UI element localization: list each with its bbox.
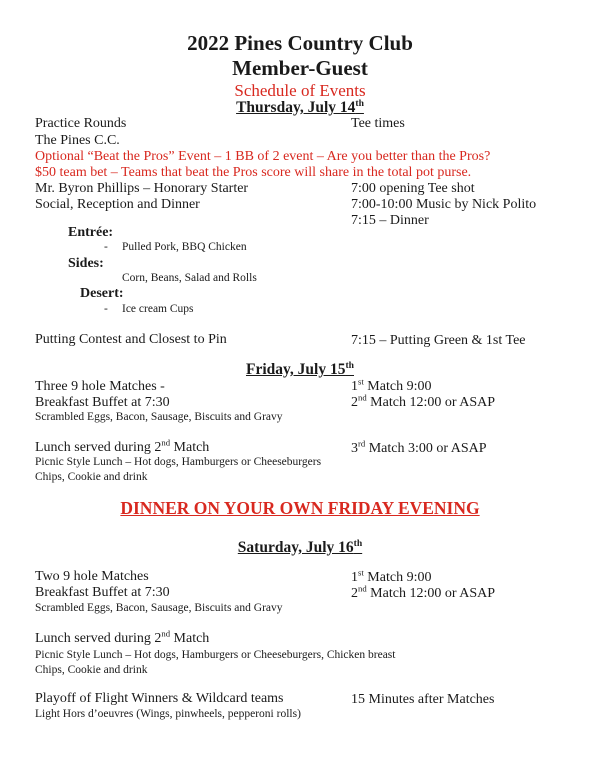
entree-label: Entrée: — [68, 225, 114, 240]
playoff-time: 15 Minutes after Matches — [351, 692, 495, 707]
friday-lunch-menu-2: Chips, Cookie and drink — [35, 471, 148, 483]
friday-lunch-menu: Picnic Style Lunch – Hot dogs, Hamburgers or Cheeseburgers — [35, 456, 322, 468]
desert-items: Ice cream Cups — [122, 303, 194, 315]
practice-rounds: Practice Rounds — [35, 116, 127, 131]
friday-match-3: 3rd Match 3:00 or ASAP — [351, 438, 487, 456]
title-line1: 2022 Pines Country Club — [187, 31, 413, 55]
thursday-heading: Thursday, July 14th — [236, 97, 364, 116]
hors-doeuvres: Light Hors d’oeuvres (Wings, pinwheels, pepperoni rolls) — [35, 708, 301, 720]
saturday-matches: Two 9 hole Matches — [35, 569, 149, 584]
saturday-lunch: Lunch served during 2nd Match — [35, 628, 210, 646]
playoff: Playoff of Flight Winners & Wildcard teams — [35, 691, 284, 706]
friday-match-2: 2nd Match 12:00 or ASAP — [351, 392, 496, 410]
saturday-match-2: 2nd Match 12:00 or ASAP — [351, 583, 496, 601]
saturday-breakfast: Breakfast Buffet at 7:30 — [35, 585, 170, 600]
friday-heading: Friday, July 15th — [245, 359, 354, 378]
sides-label: Sides: — [68, 256, 104, 271]
desert-dash: - — [104, 303, 108, 315]
saturday-lunch-menu-2: Chips, Cookie and drink — [35, 664, 148, 676]
putting-time: 7:15 – Putting Green & 1st Tee — [351, 333, 526, 348]
friday-breakfast: Breakfast Buffet at 7:30 — [35, 395, 170, 410]
friday-match-1: 1st Match 9:00 — [351, 376, 432, 394]
music-time: 7:00-10:00 Music by Nick Polito — [351, 197, 537, 212]
entree-items: Pulled Pork, BBQ Chicken — [122, 241, 247, 253]
optional-event: Optional “Beat the Pros” Event – 1 BB of 2 event – Are you better than the Pros? — [35, 149, 491, 164]
desert-label: Desert: — [80, 286, 124, 301]
putting-contest: Putting Contest and Closest to Pin — [35, 332, 227, 347]
saturday-lunch-menu: Picnic Style Lunch – Hot dogs, Hamburgers or Cheeseburgers, Chicken breast — [35, 649, 396, 661]
social-reception: Social, Reception and Dinner — [35, 197, 200, 212]
friday-lunch: Lunch served during 2nd Match — [35, 437, 210, 455]
venue: The Pines C.C. — [35, 133, 120, 148]
saturday-breakfast-menu: Scrambled Eggs, Bacon, Sausage, Biscuits and Gravy — [35, 602, 283, 614]
honorary-starter: Mr. Byron Phillips – Honorary Starter — [35, 181, 249, 196]
friday-matches: Three 9 hole Matches - — [35, 379, 165, 394]
friday-breakfast-menu: Scrambled Eggs, Bacon, Sausage, Biscuits and Gravy — [35, 411, 283, 423]
saturday-match-1: 1st Match 9:00 — [351, 567, 432, 585]
entree-dash: - — [104, 241, 108, 253]
dinner-time: 7:15 – Dinner — [351, 213, 429, 228]
starter-time: 7:00 opening Tee shot — [351, 181, 475, 196]
team-bet: $50 team bet – Teams that beat the Pros score will share in the total pot purse. — [35, 165, 472, 180]
saturday-heading: Saturday, July 16th — [237, 537, 363, 556]
title-line2: Member-Guest — [232, 56, 368, 80]
dinner-banner: DINNER ON YOUR OWN FRIDAY EVENING — [120, 498, 480, 518]
subtitle: Schedule of Events — [234, 81, 366, 100]
sides-items: Corn, Beans, Salad and Rolls — [122, 272, 257, 284]
tee-times: Tee times — [351, 116, 405, 131]
